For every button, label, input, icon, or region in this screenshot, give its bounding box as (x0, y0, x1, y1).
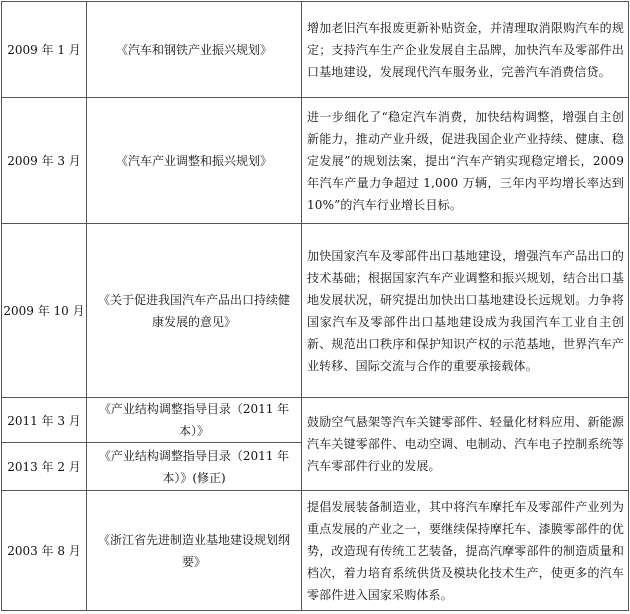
description-cell: 加快国家汽车及零部件出口基地建设，增强汽车产品出口的技术基础；根据国家汽车产业调整和振兴规划，结合出口基地发展状况，研究提出加快出口基地建设长远规划。力争将国家汽车及零部件出口基地建设成为我国汽车工业自主创新、规范出口秩序和保护知识产权的示范基地，世界汽车产业转移、国际交流与合作的重要承接载体。 (302, 224, 629, 398)
table-row (2, 98, 629, 224)
date-cell: 2003 年 8 月 (2, 491, 87, 611)
date-cell: 2013 年 2 月 (2, 443, 87, 491)
document-title-cell: 《关于促进我国汽车产品出口持续健康发展的意见》 (87, 224, 302, 398)
document-title-cell: 《汽车产业调整和振兴规划》 (87, 98, 302, 224)
table-row (2, 2, 629, 98)
description-cell: 鼓励空气悬架等汽车关键零部件、轻量化材料应用、新能源汽车关键零部件、电动空调、电制动、汽车电子控制系统等汽车零部件行业的发展。 (302, 398, 629, 491)
description-cell: 增加老旧汽车报废更新补贴资金，并清理取消限购汽车的规定；支持汽车生产企业发展自主品牌，加快汽车及零部件出口基地建设，发展现代汽车服务业，完善汽车消费信贷。 (302, 2, 629, 98)
table-row (2, 491, 629, 611)
date-cell: 2009 年 1 月 (2, 2, 87, 98)
description-cell: 提倡发展装备制造业，其中将汽车摩托车及零部件产业列为重点发展的产业之一，要继续保持摩托车、漆膜零部件的优势，改造现有传统工艺装备，提高汽摩零部件的制造质量和档次，着力培育系统供货及模块化技术生产，使更多的汽车零部件进入国家采购体系。 (302, 491, 629, 611)
document-title-cell: 《产业结构调整指导目录（2011 年本）》 (87, 398, 302, 443)
document-title-cell: 《汽车和钢铁产业振兴规划》 (87, 2, 302, 98)
description-cell: 进一步细化了“稳定汽车消费，加快结构调整，增强自主创新能力，推动产业升级，促进我国企业产业持续、健康、稳定发展”的规划法案，提出“汽车产销实现稳定增长，2009 年汽车产量力争超过 1,000 万辆，三年内平均增长率达到 10%”的汽车行业增长目标。 (302, 98, 629, 224)
date-cell: 2011 年 3 月 (2, 398, 87, 443)
date-cell: 2009 年 10 月 (2, 224, 87, 398)
document-title-cell: 《产业结构调整指导目录（2011 年本）》(修正) (87, 443, 302, 491)
document-title-cell: 《浙江省先进制造业基地建设规划纲要》 (87, 491, 302, 611)
table-row (2, 224, 629, 398)
date-cell: 2009 年 3 月 (2, 98, 87, 224)
policy-table (1, 1, 629, 611)
table-row (2, 398, 629, 443)
